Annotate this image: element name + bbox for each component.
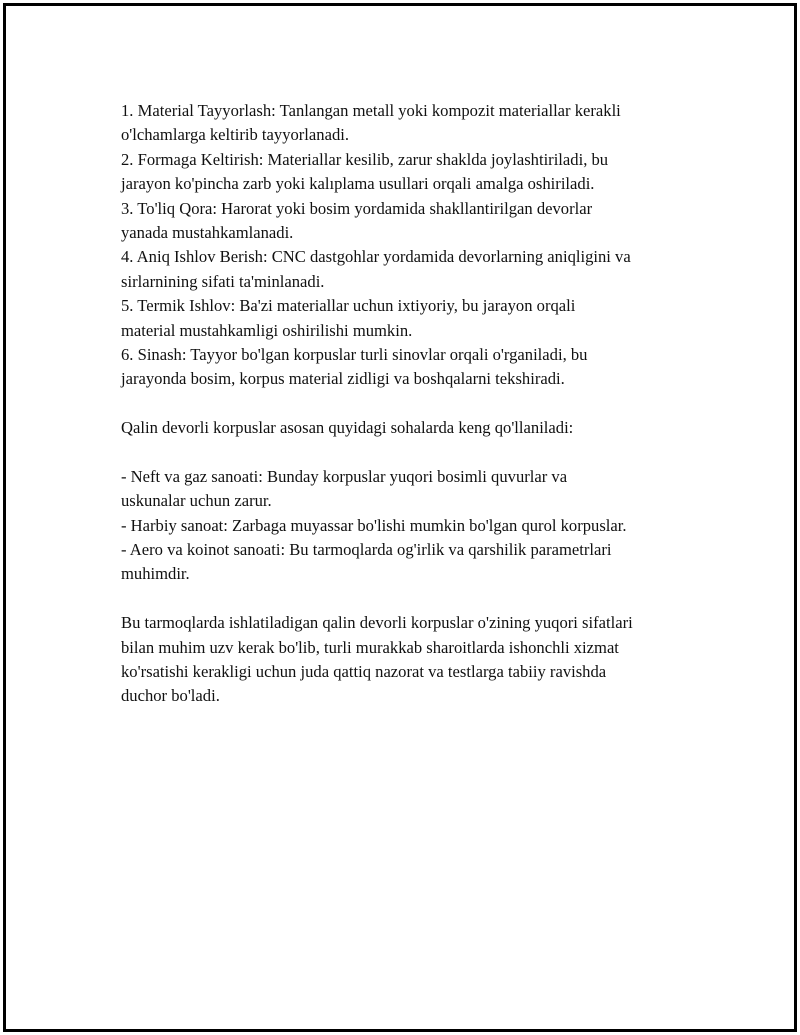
paragraph-gap — [121, 392, 711, 416]
sector-text-line: uskunalar uchun zarur. — [121, 491, 272, 511]
document-body — [121, 99, 711, 709]
sector-item — [121, 514, 711, 538]
step-text-line: jarayon ko'pincha zarb yoki kalıplama usullari orqali amalga oshiriladi. — [121, 174, 595, 194]
sector-text-line: - Aero va koinot sanoati: Bu tarmoqlarda og'irlik va qarshilik parametrlari — [121, 540, 612, 560]
conclusion-text-line: duchor bo'ladi. — [121, 686, 220, 706]
sector-text-line: - Neft va gaz sanoati: Bunday korpuslar yuqori bosimli quvurlar va — [121, 466, 568, 486]
step-text-line: jarayonda bosim, korpus material zidligi va boshqalarni tekshiradi. — [121, 369, 565, 389]
process-steps-list — [121, 99, 711, 392]
step-text-line: 6. Sinash: Tayyor bo'lgan korpuslar turli sinovlar orqali o'rganiladi, bu — [121, 344, 588, 364]
conclusion-text-line: Bu tarmoqlarda ishlatiladigan qalin devorli korpuslar o'zining yuqori sifatlari — [121, 613, 633, 633]
sector-item — [121, 465, 711, 514]
sector-item — [121, 538, 711, 587]
page-frame — [3, 3, 797, 1032]
paragraph-gap — [121, 440, 711, 464]
sectors-list — [121, 465, 711, 587]
step-item — [121, 148, 711, 197]
sectors-intro: Qalin devorli korpuslar asosan quyidagi sohalarda keng qo'llaniladi: — [121, 418, 574, 438]
step-text-line: o'lchamlarga keltirib tayyorlanadi. — [121, 125, 350, 145]
step-item — [121, 197, 711, 246]
step-text-line: yanada mustahkamlanadi. — [121, 222, 294, 242]
step-text-line: 5. Termik Ishlov: Ba'zi materiallar uchun ixtiyoriy, bu jarayon orqali — [121, 296, 576, 316]
step-item — [121, 343, 711, 392]
conclusion-paragraph — [121, 611, 711, 709]
sector-text-line: - Harbiy sanoat: Zarbaga muyassar bo'lishi mumkin bo'lgan qurol korpuslar. — [121, 515, 627, 535]
step-text-line: 1. Material Tayyorlash: Tanlangan metall yoki kompozit materiallar kerakli — [121, 101, 621, 120]
conclusion-text-line: ko'rsatishi kerakligi uchun juda qattiq nazorat va testlarga tabiiy ravishda — [121, 661, 607, 681]
step-text-line: material mustahkamligi oshirilishi mumkin. — [121, 320, 413, 340]
step-text-line: sirlarnining sifati ta'minlanadi. — [121, 271, 325, 291]
step-text-line: 3. To'liq Qora: Harorat yoki bosim yordamida shakllantirilgan devorlar — [121, 198, 593, 218]
paragraph-gap — [121, 587, 711, 611]
step-item — [121, 245, 711, 294]
step-item — [121, 294, 711, 343]
step-text-line: 4. Aniq Ishlov Berish: CNC dastgohlar yordamida devorlarning aniqligini va — [121, 247, 631, 267]
step-item — [121, 99, 711, 148]
sector-text-line: muhimdir. — [121, 564, 190, 584]
step-text-line: 2. Formaga Keltirish: Materiallar kesilib, zarur shaklda joylashtiriladi, bu — [121, 149, 609, 169]
conclusion-text-line: bilan muhim uzv kerak bo'lib, turli murakkab sharoitlarda ishonchli xizmat — [121, 637, 619, 657]
